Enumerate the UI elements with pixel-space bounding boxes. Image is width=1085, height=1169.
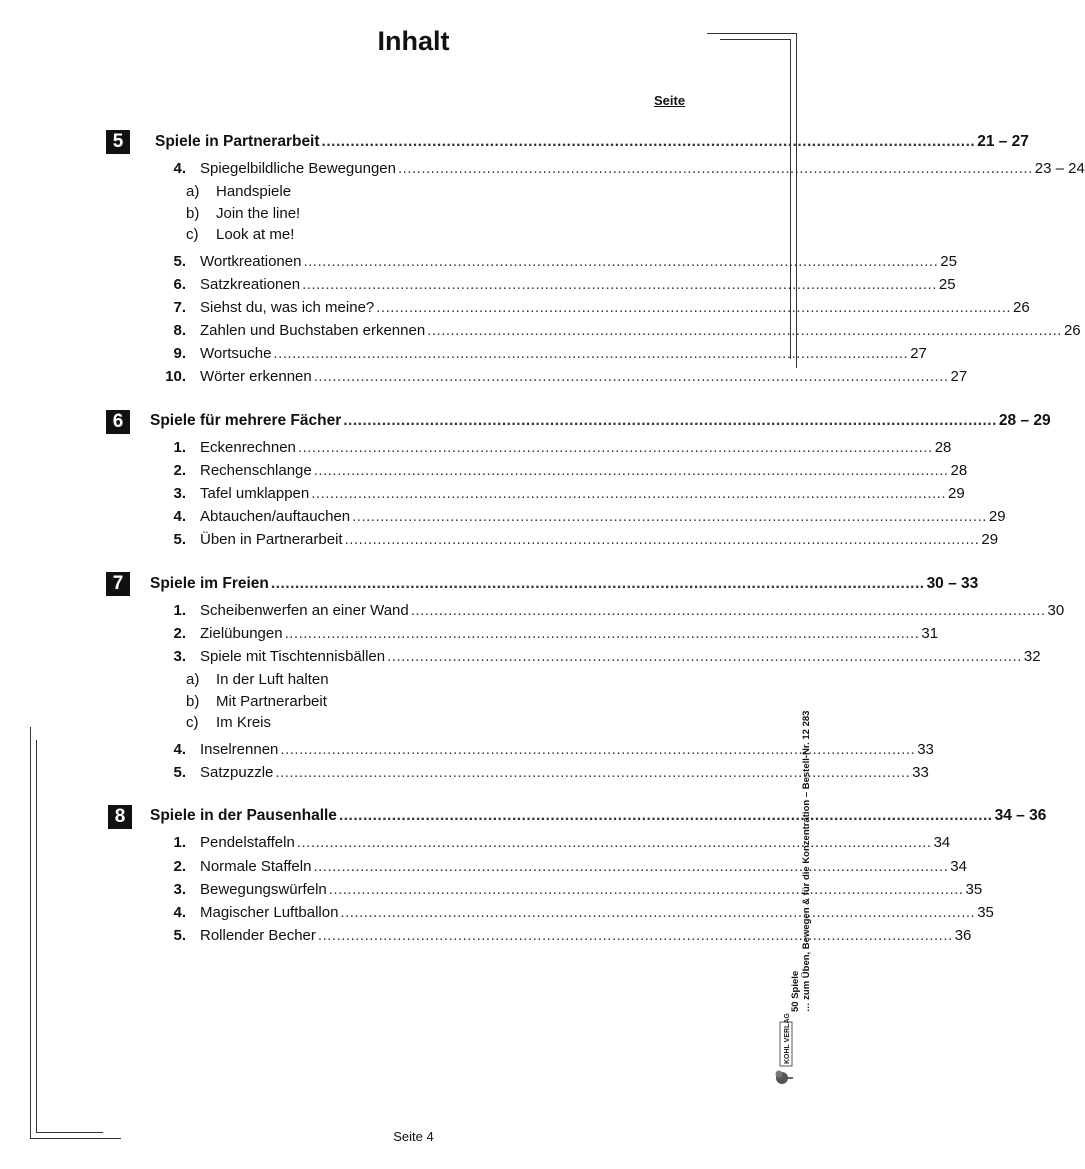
toc-subentry: a) Handspiele xyxy=(186,183,292,200)
toc-entry: 3. Tafel umklappen ........................................................................................................................................ 29 xyxy=(173,485,965,502)
page-footer: Seite 4 xyxy=(393,1129,434,1144)
toc-entry: 6. Satzkreationen ........................................................................................................................................ 25 xyxy=(173,276,956,293)
frame-bottom-left-v2 xyxy=(36,740,37,1133)
section-heading: Spiele in Partnerarbeit ........................................................................................................................................ 21 – 27 xyxy=(155,133,1029,150)
toc-entry: 9. Wortsuche ........................................................................................................................................ 27 xyxy=(173,345,927,362)
toc-subentry: b) Join the line! xyxy=(186,205,301,222)
toc-entry: 5. Üben in Partnerarbeit ........................................................................................................................................ 29 xyxy=(173,531,999,548)
section-heading: Spiele für mehrere Fächer ........................................................................................................................................ 28 – 29 xyxy=(150,412,1051,429)
toc-entry: 1. Scheibenwerfen an einer Wand ........................................................................................................................................ 30 xyxy=(173,602,1065,619)
toc-subentry: b) Mit Partnerarbeit xyxy=(186,693,327,710)
section-number-badge: 5 xyxy=(106,130,130,154)
toc-entry: 4. Abtauchen/auftauchen ........................................................................................................................................ 29 xyxy=(173,508,1006,525)
toc-entry: 1. Pendelstaffeln ........................................................................................................................................ 34 xyxy=(173,834,951,851)
toc-entry: 4. Spiegelbildliche Bewegungen ........................................................................................................................................ 23 – 24 xyxy=(173,160,1085,177)
toc-entry: 7. Siehst du, was ich meine? ........................................................................................................................................ 26 xyxy=(173,299,1030,316)
toc-entry: 3. Spiele mit Tischtennisbällen ........................................................................................................................................ 32 xyxy=(173,648,1041,665)
toc-subentry: c) Im Kreis xyxy=(186,714,272,731)
toc-subentry: a) In der Luft halten xyxy=(186,671,329,688)
publisher-name: KOHL VERLAG xyxy=(784,1013,791,1064)
toc-entry: 5. Wortkreationen ........................................................................................................................................ 25 xyxy=(173,253,957,270)
toc-entry: 5. Rollender Becher ........................................................................................................................................ 36 xyxy=(173,927,972,944)
sidebar-book-subtitle: … zum Üben, Bewegen & für die Konzentration – Bestell-Nr. 12 283 xyxy=(801,710,812,1012)
toc-entry: 2. Rechenschlange ........................................................................................................................................ 28 xyxy=(173,462,968,479)
toc-entry: 10. Wörter erkennen ........................................................................................................................................ 27 xyxy=(165,368,968,385)
toc-entry: 2. Normale Staffeln ........................................................................................................................................ 34 xyxy=(173,858,967,875)
page-title: Inhalt xyxy=(377,26,450,56)
toc-entry: 1. Eckenrechnen ........................................................................................................................................ 28 xyxy=(173,439,952,456)
tree-logo-icon xyxy=(775,1013,795,1092)
section-number-badge: 6 xyxy=(106,410,130,434)
toc-entry: 4. Inselrennen ........................................................................................................................................ 33 xyxy=(173,741,934,758)
sidebar-book-title: 50 Spiele xyxy=(790,970,801,1012)
toc-entry: 2. Zielübungen ........................................................................................................................................ 31 xyxy=(173,625,939,642)
section-heading: Spiele im Freien ........................................................................................................................................ 30 – 33 xyxy=(150,575,979,592)
section-number-badge: 8 xyxy=(108,805,132,829)
sidebar-book-info xyxy=(790,711,812,1012)
frame-bottom-left-v1 xyxy=(30,727,31,1139)
toc-entry: 3. Bewegungswürfeln ........................................................................................................................................ 35 xyxy=(173,881,983,898)
section-heading: Spiele in der Pausenhalle ........................................................................................................................................ 34 – 36 xyxy=(150,807,1047,824)
publisher-logo xyxy=(775,1013,795,1064)
toc-entry: 5. Satzpuzzle ........................................................................................................................................ 33 xyxy=(173,764,929,781)
toc-entry: 8. Zahlen und Buchstaben erkennen ........................................................................................................................................ 26 xyxy=(173,322,1081,339)
page-column-label: Seite xyxy=(654,93,686,108)
toc-subentry: c) Look at me! xyxy=(186,226,295,243)
toc-entry: 4. Magischer Luftballon ........................................................................................................................................ 35 xyxy=(173,904,994,921)
section-number-badge: 7 xyxy=(106,572,130,596)
